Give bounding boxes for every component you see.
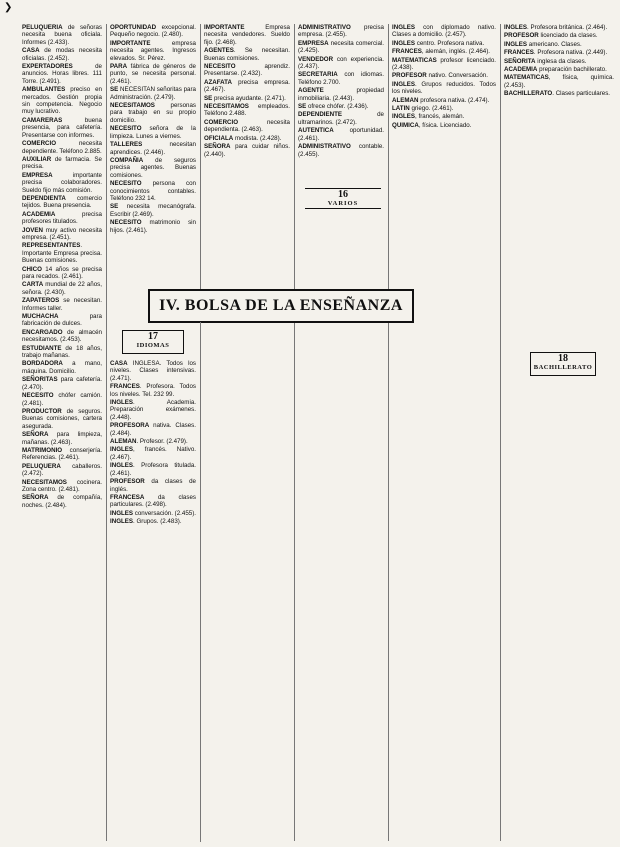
classified-ad: SEÑORA de compañía, noches. (2.484).	[22, 494, 102, 509]
classified-ad: MATEMATICAS profesor licenciado. (2.438).	[392, 56, 496, 72]
classified-ad: FRANCES. Profesora. Todos los niveles. Tel. 232 99.	[110, 383, 196, 398]
classified-ad: NECESITAMOS empleados. Teléfono 2.488.	[204, 103, 290, 118]
classified-ad: CARTA mundial de 22 años, señora. (2.430).	[22, 281, 102, 296]
classified-ad: REPRESENTANTES. Importante Empresa precisa. Buenas comisiones.	[22, 242, 102, 265]
classified-ad: INGLES conversación. (2.455).	[110, 509, 196, 517]
classified-ad: PRODUCTOR de seguros. Buenas comisiones, cartera asegurada.	[22, 407, 102, 430]
classified-ad: NECESITAMOS personas para trabajo en su propio domicilio.	[110, 102, 196, 124]
classified-ad: PARA fábrica de géneros de punto, se necesita personal. (2.461).	[110, 63, 196, 85]
classified-ad: SE precisa ayudante. (2.471).	[204, 94, 286, 102]
classified-ad: NECESITO persona con conocimientos contables. Teléfono 232 14.	[110, 180, 196, 202]
classified-ad: COMPAÑIA de seguros precisa agentes. Buenas comisiones.	[110, 156, 196, 179]
classified-ad: FRANCES, alemán, inglés. (2.464).	[392, 48, 491, 56]
classified-ad: ALEMAN. Profesor. (2.479).	[110, 438, 188, 446]
classified-ad: OFICIALA modista. (2.428).	[204, 134, 282, 142]
classified-ad: PROFESOR licenciado da clases.	[504, 32, 598, 40]
classified-ad: EMPRESA necesita comercial. (2.425).	[298, 39, 384, 55]
classified-ad: SECRETARIA con idiomas. Teléfono 2.700.	[298, 71, 384, 86]
classified-ad: ALEMAN profesora nativa. (2.474).	[392, 96, 490, 104]
classified-ad: INGLES con diplomado nativo. Clases a domicilio. (2.457).	[392, 24, 496, 39]
classified-ad: SE necesita mecanógrafa. Escribir (2.469).	[110, 203, 196, 218]
classified-ad: PROFESOR nativo. Conversación.	[392, 72, 488, 80]
classified-ad: COMERCIO necesita dependiente. Teléfono 2.885.	[22, 140, 102, 155]
classified-ad: AMBULANTES preciso en mercados. Gestión propia sin competencia. Negocio muy lucrativo.	[22, 86, 102, 116]
classified-ad: MATRIMONIO conserjería. Referencias. (2.461).	[22, 446, 102, 462]
classified-ad: PELUQUERIA de señoras necesita buena oficiala. Informes (2.433).	[22, 24, 102, 46]
idiomas-entries	[110, 360, 196, 526]
classified-ad: SE ofrece chófer. (2.436).	[298, 103, 369, 111]
classified-ad: MUCHACHA para fabricación de dulces.	[22, 313, 102, 328]
section-varios-label: VARIOS	[327, 200, 359, 207]
section-varios-heading	[305, 188, 381, 209]
classified-ad: ENCARGADO de almacén necesitamos. (2.453).	[22, 328, 102, 344]
classified-ad: NECESITAMOS cocinera. Zona centro. (2.481).	[22, 478, 102, 493]
classified-ad: SE NECESITAN señoritas para Administración. (2.479).	[110, 86, 196, 101]
idiomas-column	[110, 324, 196, 842]
classified-ad: NECESITO señora de la limpieza. Lunes a viernes.	[110, 125, 196, 140]
classified-ad: EMPRESA importante precisa colaboradores. Sueldo fijo más comisión.	[22, 171, 102, 194]
classified-ad: ESTUDIANTE de 18 años, trabajo mañanas.	[22, 344, 102, 360]
classified-ad: INGLES centro. Profesora nativa.	[392, 39, 485, 47]
section-idiomas-label: IDIOMAS	[136, 342, 170, 349]
section-idiomas-box	[122, 330, 184, 354]
classified-ad: FRANCESA da clases particulares. (2.498).	[110, 493, 196, 509]
classified-ad: AUXILIAR de farmacia. Se precisa.	[22, 155, 102, 171]
classified-ad: IMPORTANTE Empresa necesita vendedores. Sueldo fijo. (2.468).	[204, 24, 290, 46]
classified-ad: ACADEMIA preparación bachillerato.	[504, 66, 607, 74]
section-bachillerato-number: 18	[558, 353, 568, 364]
classified-ad: FRANCES. Profesora nativa. (2.449).	[504, 49, 608, 57]
classified-ad: INGLES, francés, alemán.	[392, 113, 465, 121]
classified-ad: SEÑORITAS para cafetería. (2.470).	[22, 376, 102, 391]
corner-mark-icon: ❯	[4, 2, 13, 13]
classified-ad: INGLES. Profesora titulada. (2.461).	[110, 462, 196, 477]
classified-ad: OPORTUNIDAD excepcional. Pequeño negocio. (2.480).	[110, 24, 196, 39]
column-3	[204, 24, 290, 841]
classified-ad: AUTENTICA oportunidad. (2.461).	[298, 127, 384, 142]
column-1	[22, 24, 102, 841]
classified-ad: INGLES. Grupos. (2.483).	[110, 518, 182, 526]
classified-ad: COMERCIO necesita dependienta. (2.463).	[204, 118, 290, 134]
classified-ad: TALLERES necesitan aprendices. (2.446).	[110, 141, 196, 156]
column-6	[504, 24, 614, 841]
classified-ad: MATEMATICAS, física, química. (2.453).	[504, 74, 614, 89]
classified-ad: CASA de modas necesita oficialas. (2.452).	[22, 47, 102, 62]
classified-ad: SEÑORA para cuidar niños. (2.440).	[204, 143, 290, 158]
classified-ad: INGLES. Academia. Preparación exámenes. (2.448).	[110, 399, 196, 421]
classified-ad: NECESITO matrimonio sin hijos. (2.461).	[110, 219, 196, 234]
classified-ad: ADMINISTRATIVO contable. (2.455).	[298, 143, 384, 158]
section-bachillerato-label: BACHILLERATO	[533, 364, 593, 371]
classified-ad: DEPENDIENTA comercio tejidos. Buena presencia.	[22, 194, 102, 210]
classified-ad: INGLES. Profesora británica. (2.464).	[504, 24, 608, 31]
classified-ad: INGLES americano. Clases.	[504, 40, 582, 48]
section-bachillerato-box	[530, 352, 596, 376]
classified-ad: INGLES, francés. Nativo. (2.467).	[110, 446, 196, 461]
classified-ad: CHICO 14 años se precisa para recados. (2.461).	[22, 265, 102, 280]
classified-ad: NECESITO chófer camión. (2.481).	[22, 392, 102, 407]
section-idiomas-number: 17	[148, 331, 158, 342]
classified-ad: AGENTES. Se necesitan. Buenas comisiones.	[204, 47, 290, 62]
classified-ad: AZAFATA precisa empresa. (2.467).	[204, 78, 290, 94]
classified-ad: CASA INGLESA. Todos los niveles. Clases intensivas. (2.471).	[110, 360, 196, 382]
classified-ad: PROFESOR da clases de inglés.	[110, 478, 196, 493]
classified-ad: BACHILLERATO. Clases particulares.	[504, 90, 611, 98]
classified-ad: LATIN griego. (2.461).	[392, 105, 454, 113]
section-varios-number: 16	[338, 189, 348, 200]
classified-ad: BORDADORA a mano, máquina. Domicilio.	[22, 360, 102, 375]
section-banner: IV. BOLSA DE LA ENSEÑANZA	[148, 289, 414, 323]
classified-ad: NECESITO aprendiz. Presentarse. (2.432).	[204, 63, 290, 78]
classified-ad: EXPERTADORES de anuncios. Horas libres. 111 Torre. (2.491).	[22, 63, 102, 85]
classified-ad: SEÑORA para limpieza, mañanas. (2.463).	[22, 431, 102, 446]
classified-ad: ZAPATEROS se necesitan. Informes taller.	[22, 297, 102, 312]
classified-ad: IMPORTANTE empresa necesita agentes. Ingresos elevados. Sr. Pérez.	[110, 39, 196, 62]
classified-ad: PELUQUERA caballeros. (2.472).	[22, 462, 102, 478]
classified-ad: SEÑORITA inglesa da clases.	[504, 57, 587, 65]
classified-ad: PROFESORA nativa. Clases. (2.484).	[110, 422, 196, 437]
column-5	[392, 24, 496, 841]
classified-ad: ACADEMIA precisa profesores titulados.	[22, 210, 102, 226]
classified-ad: JOVEN muy activo necesita empresa. (2.451).	[22, 226, 102, 241]
classified-ad: INGLES. Grupos reducidos. Todos los niveles.	[392, 80, 496, 96]
classified-ad: AGENTE propiedad inmobiliaria. (2.443).	[298, 87, 384, 102]
classified-ad: CAMARERAS buena presencia, para cafetería. Presentarse con informes.	[22, 116, 102, 139]
column-4	[298, 24, 384, 841]
classified-ad: QUIMICA, física. Licenciado.	[392, 121, 472, 129]
classified-ad: ADMINISTRATIVO precisa empresa. (2.455).	[298, 24, 384, 39]
classified-ad: DEPENDIENTE de ultramarinos. (2.472).	[298, 111, 384, 126]
classified-ad: VENDEDOR con experiencia. (2.437).	[298, 55, 384, 71]
